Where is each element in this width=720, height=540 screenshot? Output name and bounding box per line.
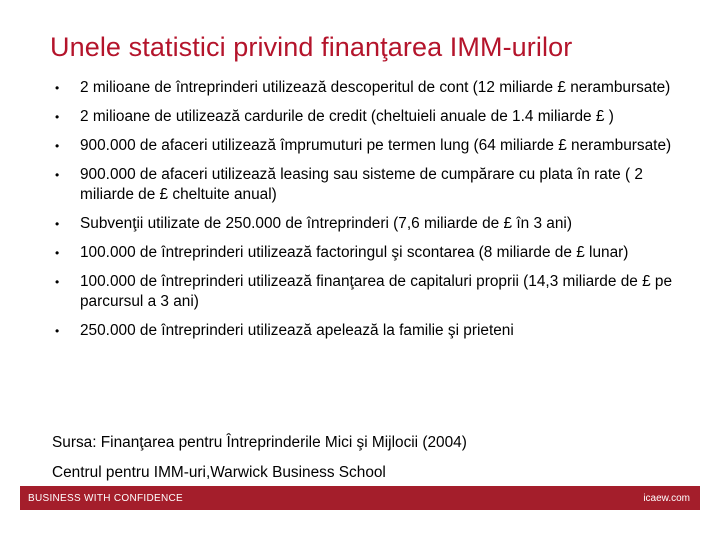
source-line: Sursa: Finanţarea pentru Întreprinderile Mici şi Mijlocii (2004) — [52, 434, 467, 451]
bullet-dot: • — [55, 324, 60, 338]
bullet-text: 250.000 de întreprinderi utilizează apelează la familie şi prieteni — [80, 322, 514, 339]
footer-bar — [20, 486, 700, 510]
bullet-item — [52, 165, 692, 205]
footer-tagline: BUSINESS WITH CONFIDENCE — [28, 493, 183, 504]
bullet-item — [52, 107, 692, 127]
source-institution: Centrul pentru IMM-uri,Warwick Business School — [52, 464, 386, 481]
bullet-text: 100.000 de întreprinderi utilizează finanţarea de capitaluri proprii (14,3 miliarde de £ pe parcursul a 3 ani) — [80, 273, 673, 310]
bullet-dot: • — [55, 275, 60, 289]
bullet-item — [52, 272, 692, 312]
bullet-item — [52, 321, 692, 341]
bullet-item — [52, 78, 692, 98]
bullet-item — [52, 136, 692, 156]
bullet-dot: • — [55, 217, 60, 231]
bullet-text: Subvenţii utilizate de 250.000 de întreprinderi (7,6 miliarde de £ în 3 ani) — [80, 215, 572, 232]
bullet-dot: • — [55, 81, 60, 95]
bullet-item — [52, 243, 692, 263]
bullet-text: 2 milioane de utilizează cardurile de credit (cheltuieli anuale de 1.4 miliarde £ ) — [80, 108, 614, 125]
bullet-text: 900.000 de afaceri utilizează leasing sau sisteme de cumpărare cu plata în rate ( 2 miliarde de £ cheltuite anual) — [80, 166, 643, 203]
bullet-dot: • — [55, 168, 60, 182]
slide-title: Unele statistici privind finanţarea IMM-urilor — [50, 32, 573, 62]
bullet-text: 900.000 de afaceri utilizează împrumuturi pe termen lung (64 miliarde £ nerambursate) — [80, 137, 672, 154]
footer-website: icaew.com — [643, 493, 690, 504]
bullet-dot: • — [55, 110, 60, 124]
bullet-text: 2 milioane de întreprinderi utilizează descoperitul de cont (12 miliarde £ nerambursate) — [80, 79, 671, 96]
bullet-dot: • — [55, 139, 60, 153]
bullet-dot: • — [55, 246, 60, 260]
bullet-text: 100.000 de întreprinderi utilizează factoringul şi scontarea (8 miliarde de £ lunar) — [80, 244, 629, 261]
bullet-list — [52, 78, 692, 350]
bullet-item — [52, 214, 692, 234]
